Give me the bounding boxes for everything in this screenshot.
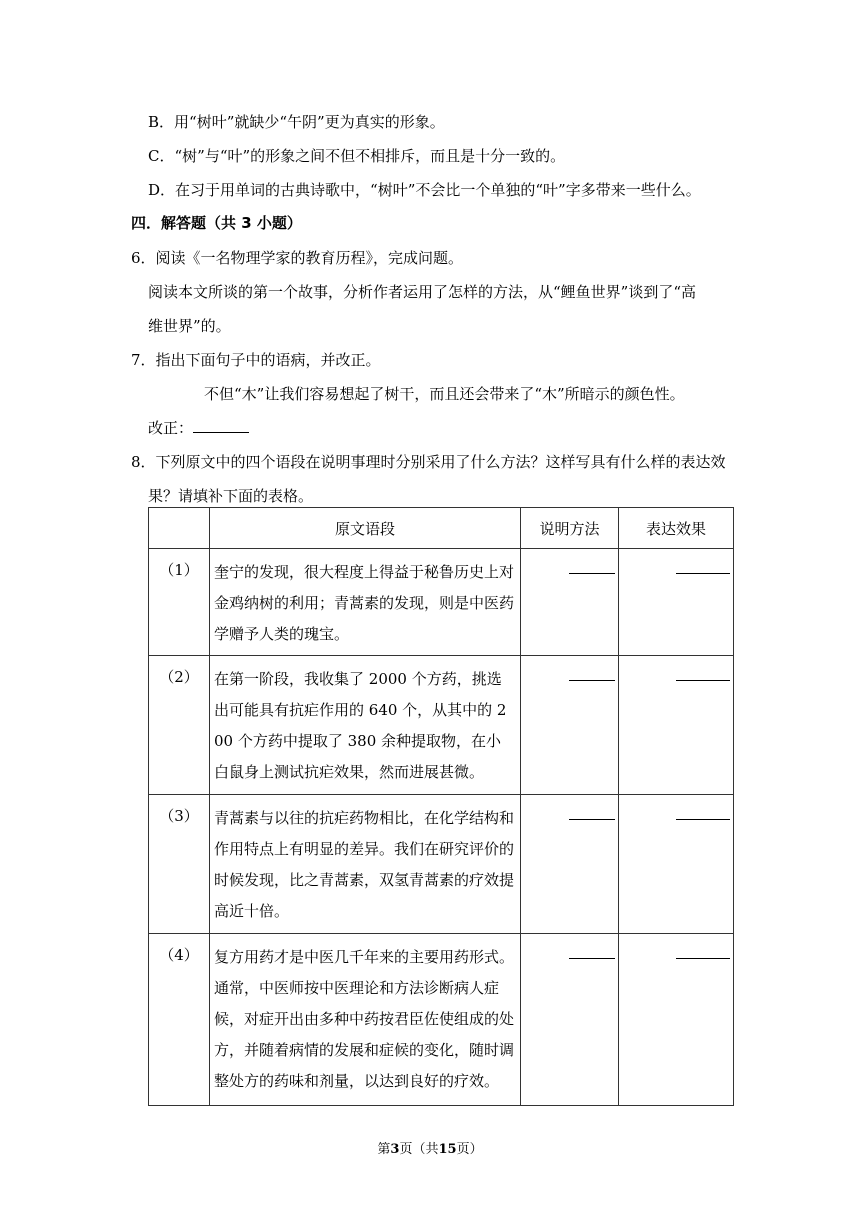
table-row [149, 656, 734, 795]
page-footer [0, 1138, 860, 1157]
q7-sentence: 不但“木”让我们容易想起了树干，而且还会带来了“木”所暗示的颜色性。 [204, 385, 685, 403]
method-cell [521, 656, 619, 795]
total-pages: 15 [438, 1142, 457, 1157]
q8-stem-line2: 果？请填补下面的表格。 [148, 487, 314, 505]
row-passage: 复方用药才是中医几千年来的主要用药形式。通常，中医师按中医理论和方法诊断病人症候，对症开出由多种中药按君臣佐使组成的处方，并随着病情的发展和症候的变化，随时调整处方的药味和剂量，以达到良好的疗效。 [210, 934, 521, 1106]
method-blank[interactable] [569, 805, 615, 820]
method-cell [521, 795, 619, 934]
page-number: 3 [390, 1142, 400, 1157]
effect-cell [619, 934, 734, 1106]
row-passage: 青蒿素与以往的抗疟药物相比，在化学结构和作用特点上有明显的差异。我们在研究评价的时候发现，比之青蒿素，双氢青蒿素的疗效提高近十倍。 [210, 795, 521, 934]
q8-stem-line1: 8．下列原文中的四个语段在说明事理时分别采用了什么方法？这样写具有什么样的表达效 [131, 453, 726, 471]
table-row [149, 795, 734, 934]
footer-middle: 页（共 [399, 1142, 439, 1157]
row-passage: 在第一阶段，我收集了 2000 个方药，挑选出可能具有抗疟作用的 640 个，从其中的 200 个方药中提取了 380 余种提取物，在小白鼠身上测试抗疟效果，然而进展甚微。 [210, 656, 521, 795]
effect-blank[interactable] [676, 944, 730, 959]
q7-stem: 7．指出下面句子中的语病，并改正。 [131, 351, 381, 369]
section-title: 四．解答题（共 3 小题） [131, 214, 302, 232]
header-cell-effect: 表达效果 [619, 508, 734, 549]
header-cell-method: 说明方法 [521, 508, 619, 549]
q6-question-line1: 阅读本文所谈的第一个故事，分析作者运用了怎样的方法，从“鲤鱼世界”谈到了“高 [148, 283, 697, 301]
q6-stem: 6．阅读《一名物理学家的教育历程》，完成问题。 [131, 249, 464, 267]
footer-prefix: 第 [377, 1142, 391, 1157]
effect-cell [619, 549, 734, 656]
effect-cell [619, 656, 734, 795]
table-row [149, 934, 734, 1106]
effect-blank[interactable] [676, 666, 730, 681]
effect-cell [619, 795, 734, 934]
effect-blank[interactable] [676, 559, 730, 574]
correction-label: 改正： [148, 419, 194, 437]
answer-table [148, 507, 734, 1106]
option-b: B．用“树叶”就缺少“午阴”更为真实的形象。 [148, 113, 445, 131]
q6-question-line2: 维世界”的。 [148, 317, 231, 335]
table-header-row [149, 508, 734, 549]
method-cell [521, 549, 619, 656]
row-number: （2） [149, 656, 210, 795]
method-blank[interactable] [569, 944, 615, 959]
option-c: C．“树”与“叶”的形象之间不但不相排斥，而且是十分一致的。 [148, 147, 566, 165]
q7-correction [148, 418, 249, 438]
footer-suffix: 页） [456, 1142, 483, 1157]
table-row [149, 549, 734, 656]
row-number: （1） [149, 549, 210, 656]
row-passage: 奎宁的发现，很大程度上得益于秘鲁历史上对金鸡纳树的利用；青蒿素的发现，则是中医药学赠予人类的瑰宝。 [210, 549, 521, 656]
row-number: （3） [149, 795, 210, 934]
method-cell [521, 934, 619, 1106]
method-blank[interactable] [569, 559, 615, 574]
header-cell-passage: 原文语段 [210, 508, 521, 549]
method-blank[interactable] [569, 666, 615, 681]
header-cell-empty [149, 508, 210, 549]
effect-blank[interactable] [676, 805, 730, 820]
row-number: （4） [149, 934, 210, 1106]
option-d: D．在习于用单词的古典诗歌中，“树叶”不会比一个单独的“叶”字多带来一些什么。 [148, 181, 701, 199]
answer-blank[interactable] [193, 418, 249, 433]
